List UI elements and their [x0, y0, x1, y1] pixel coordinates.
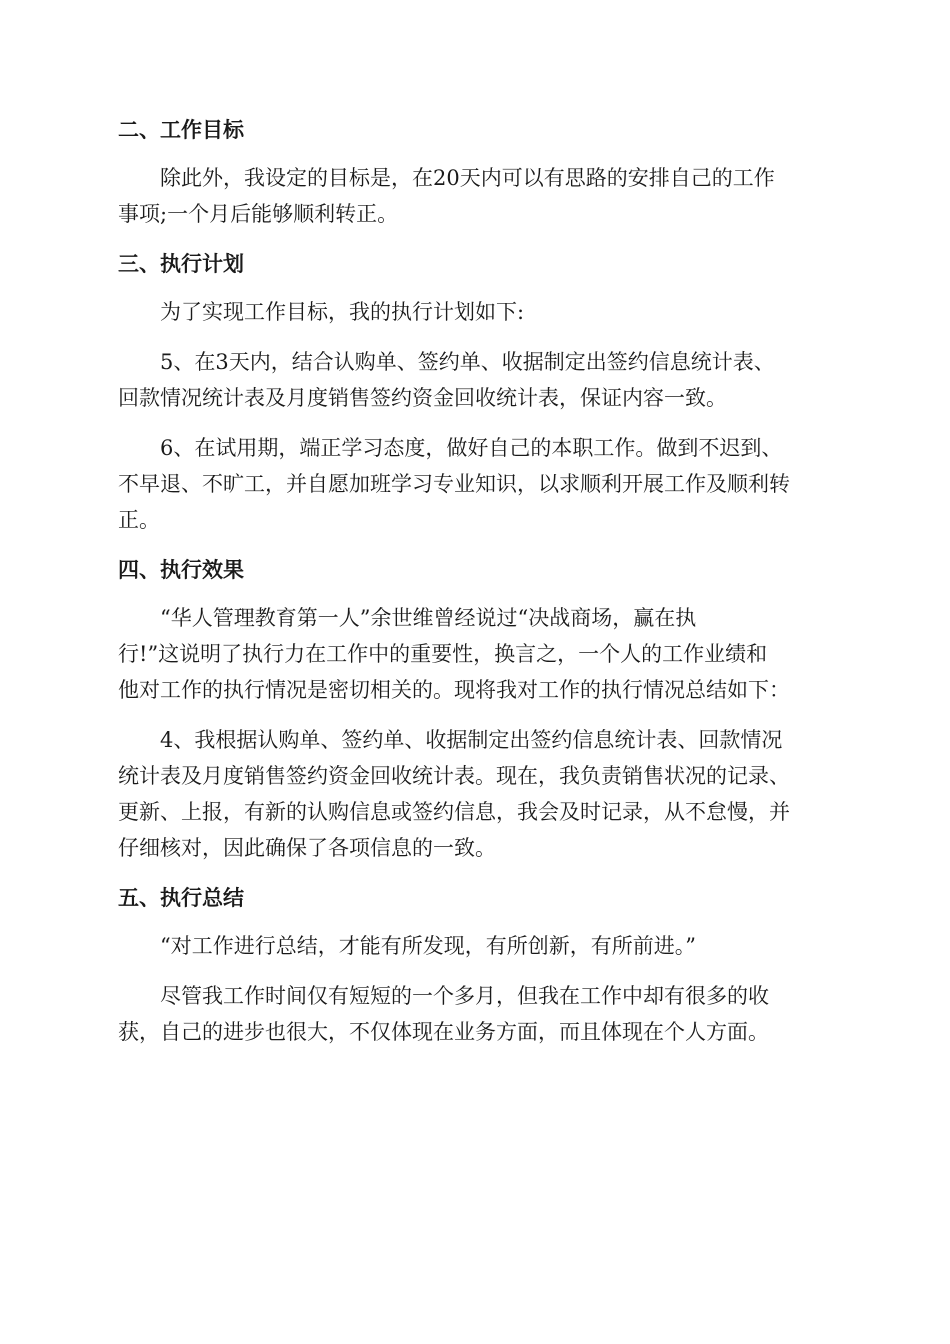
text-line: “华人管理教育第一人”余世维曾经说过“决战商场，赢在执 [160, 606, 697, 630]
text-line: 尽管我工作时间仅有短短的一个多月，但我在工作中却有很多的收 [160, 984, 769, 1008]
section-heading-goals: 二、工作目标 [118, 118, 244, 142]
text-line: 统计表及月度销售签约资金回收统计表。现在，我负责销售状况的记录、 [118, 764, 790, 788]
text-line: 仔细核对，因此确保了各项信息的一致。 [118, 836, 496, 860]
text-line: “对工作进行总结，才能有所发现，有所创新，有所前进。” [160, 934, 696, 958]
section-heading-plan: 三、执行计划 [118, 252, 244, 276]
paragraph-goals [118, 160, 833, 232]
paragraph-plan-item-5 [118, 344, 833, 416]
paragraph-summary-body [118, 978, 833, 1050]
text-line: 除此外，我设定的目标是，在20天内可以有思路的安排自己的工作 [160, 166, 775, 190]
text-line: 行!”这说明了执行力在工作中的重要性，换言之，一个人的工作业绩和 [118, 642, 768, 666]
text-line: 4、我根据认购单、签约单、收据制定出签约信息统计表、回款情况 [160, 728, 783, 752]
text-line: 正。 [118, 508, 160, 532]
document-page [118, 112, 833, 1064]
text-line: 回款情况统计表及月度销售签约资金回收统计表，保证内容一致。 [118, 386, 727, 410]
text-line: 6、在试用期，端正学习态度，做好自己的本职工作。做到不迟到、 [160, 436, 783, 460]
paragraph-summary-quote [118, 928, 833, 964]
text-line: 为了实现工作目标，我的执行计划如下: [160, 300, 525, 324]
paragraph-effect-quote [118, 600, 833, 708]
text-line: 5、在3天内，结合认购单、签约单、收据制定出签约信息统计表、 [160, 350, 775, 374]
text-line: 事项;一个月后能够顺利转正。 [118, 202, 399, 226]
text-line: 不早退、不旷工，并自愿加班学习专业知识，以求顺利开展工作及顺利转 [118, 472, 790, 496]
paragraph-effect-item-4 [118, 722, 833, 866]
text-line: 他对工作的执行情况是密切相关的。现将我对工作的执行情况总结如下： [118, 678, 790, 702]
section-heading-summary: 五、执行总结 [118, 886, 244, 910]
text-line: 获，自己的进步也很大，不仅体现在业务方面，而且体现在个人方面。 [118, 1020, 769, 1044]
paragraph-plan-intro [118, 294, 833, 330]
section-heading-effect: 四、执行效果 [118, 558, 244, 582]
text-line: 更新、上报，有新的认购信息或签约信息，我会及时记录，从不怠慢，并 [118, 800, 790, 824]
paragraph-plan-item-6 [118, 430, 833, 538]
